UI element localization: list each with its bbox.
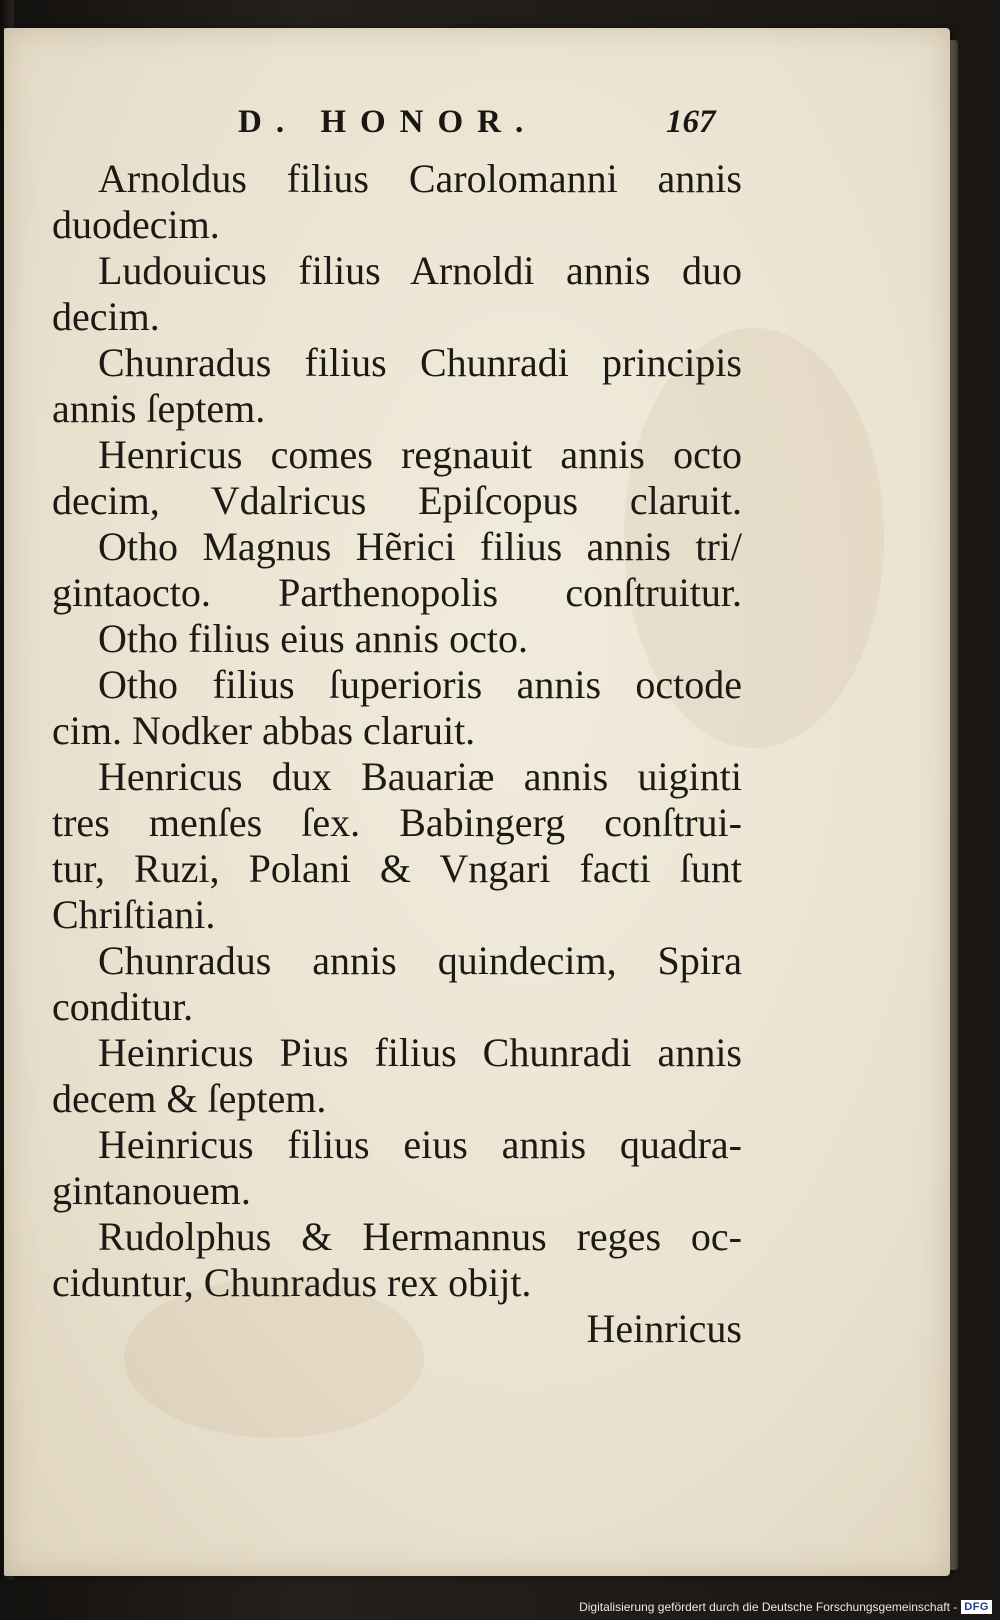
- dfg-logo: DFG: [961, 1600, 992, 1614]
- credit-text: Digitalisierung gefördert durch die Deutsche Forschungsgemeinschaft -: [579, 1600, 958, 1614]
- text-line: decim.: [52, 294, 160, 339]
- running-head: D. HONOR.: [238, 104, 538, 140]
- text-line: Ludouicus filius Arnoldi annis duo: [98, 248, 742, 293]
- page-number: 167: [666, 104, 716, 140]
- text-line: Heinricus Pius filius Chunradi annis: [98, 1030, 742, 1075]
- text-line: Henricus comes regnauit annis octo: [98, 432, 742, 477]
- text-line: gintaocto. Parthenopolis conſtruitur.: [52, 570, 742, 615]
- body-text: [52, 156, 742, 1352]
- page-header: [238, 104, 738, 154]
- text-line: cim. Nodker abbas claruit.: [52, 708, 476, 753]
- text-line: duodecim.: [52, 202, 220, 247]
- catchword: Heinricus: [586, 1306, 742, 1351]
- text-line: Chunradus filius Chunradi principis: [98, 340, 742, 385]
- text-line: Otho Magnus Hẽrici filius annis tri/: [98, 524, 742, 569]
- text-line: Heinricus filius eius annis quadra-: [98, 1122, 742, 1167]
- text-line: Arnoldus filius Carolomanni annis: [98, 156, 742, 201]
- text-line: conditur.: [52, 984, 194, 1029]
- text-line: Otho filius eius annis octo.: [98, 616, 528, 661]
- text-line: annis ſeptem.: [52, 386, 266, 431]
- text-line: gintanouem.: [52, 1168, 251, 1213]
- text-line: tres menſes ſex. Babingerg conſtrui-: [52, 800, 742, 845]
- text-line: Chriſtiani.: [52, 892, 216, 937]
- text-line: decem & ſeptem.: [52, 1076, 327, 1121]
- digitization-credit: [579, 1598, 992, 1616]
- text-line: Henricus dux Bauariæ annis uiginti: [98, 754, 742, 799]
- text-line: Chunradus annis quindecim, Spira: [98, 938, 742, 983]
- text-line: Rudolphus & Hermannus reges oc-: [98, 1214, 742, 1259]
- text-line: decim, Vdalricus Epiſcopus claruit.: [52, 478, 742, 523]
- text-line: Otho filius ſuperioris annis octode: [98, 662, 742, 707]
- text-line: tur, Ruzi, Polani & Vngari facti ſunt: [52, 846, 742, 891]
- text-line: ciduntur, Chunradus rex obijt.: [52, 1260, 532, 1305]
